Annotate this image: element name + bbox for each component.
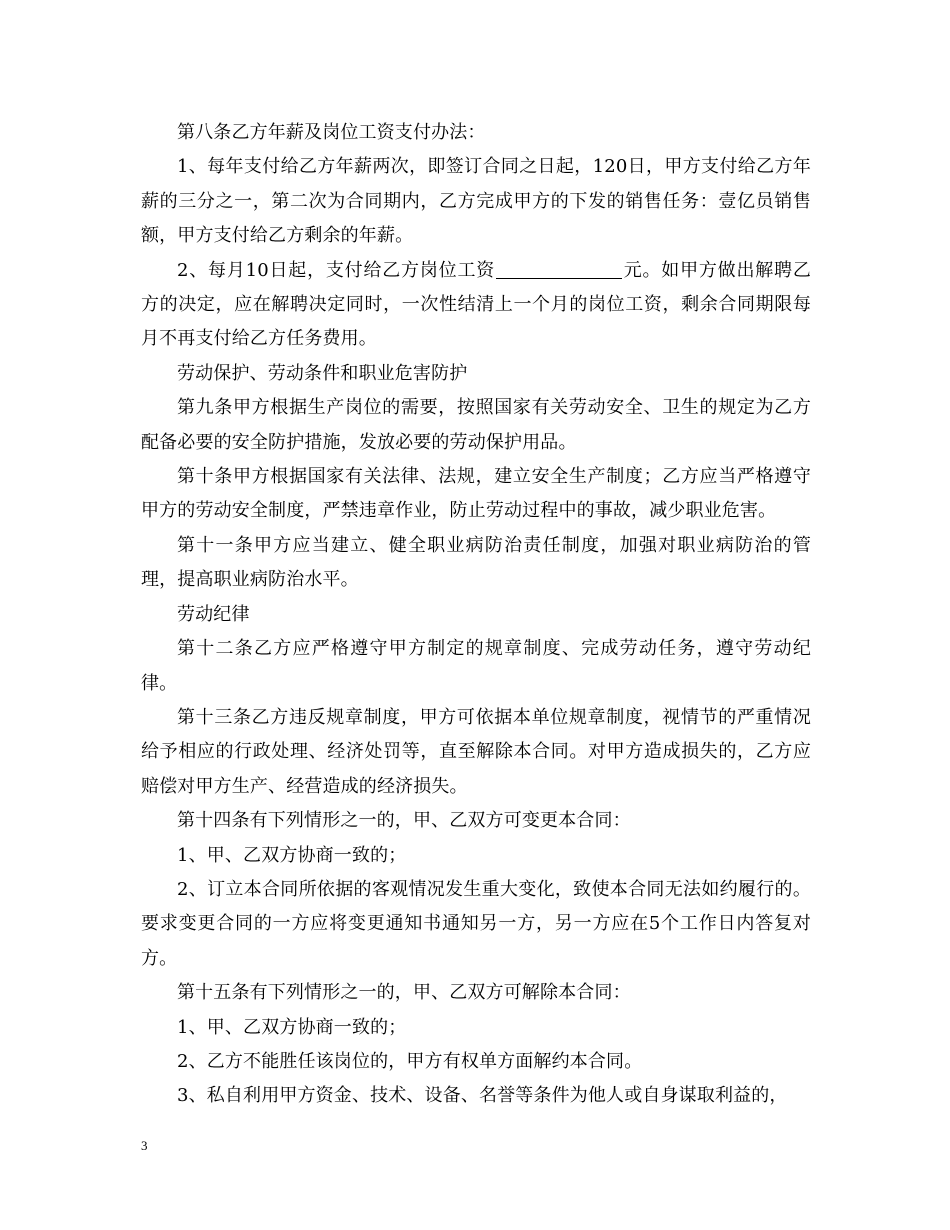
article-15-clause-3: 3、私自利用甲方资金、技术、设备、名誉等条件为他人或自身谋取利益的，: [177, 1085, 788, 1107]
document-body: [141, 116, 811, 1114]
article-13: 第十三条乙方违反规章制度，甲方可依据本单位规章制度，视情节的严重情况给予相应的行政处理、经济处罚等，直至解除本合同。对甲方造成损失的，乙方应赔偿对甲方生产、经营造成的经济损失。: [141, 706, 811, 797]
article-11: 第十一条甲方应当建立、健全职业病防治责任制度，加强对职业病防治的管理，提高职业病防治水平。: [141, 534, 811, 591]
article-8-clause-2: [141, 254, 811, 357]
page-number: 3: [141, 1138, 148, 1153]
article-15-clause-1: 1、甲、乙双方协商一致的；: [177, 1016, 407, 1038]
article-9: 第九条甲方根据生产岗位的需要，按照国家有关劳动安全、卫生的规定为乙方配备必要的安全防护措施，发放必要的劳动保护用品。: [141, 397, 811, 453]
article-15-clause-2: 2、乙方不能胜任该岗位的，甲方有权单方面解约本合同。: [177, 1050, 643, 1072]
salary-text-before-blank: 2、每月10日起，支付给乙方岗位工资: [177, 259, 496, 281]
salary-text-after-blank: 元。如甲方做出解聘乙方的决定，应在解聘决定同时，一次性结清上一个月的岗位工资，剩余合同期限每月不再支付给乙方任务费用。: [141, 259, 812, 350]
article-12: 第十二条乙方应严格遵守甲方制定的规章制度、完成劳动任务，遵守劳动纪律。: [141, 638, 811, 694]
article-8-clause-1: 1、每年支付给乙方年薪两次，即签订合同之日起，120日，甲方支付给乙方年薪的三分之一，第二次为合同期内，乙方完成甲方的下发的销售任务：壹亿员销售额，甲方支付给乙方剩余的年薪。: [141, 156, 811, 247]
article-14: 第十四条有下列情形之一的，甲、乙双方可变更本合同：: [177, 810, 631, 832]
article-14-clause-2: 2、订立本合同所依据的客观情况发生重大变化，致使本合同无法如约履行的。要求变更合同的一方应将变更通知书通知另一方，另一方应在5个工作日内答复对方。: [141, 878, 811, 969]
article-14-clause-1: 1、甲、乙双方协商一致的；: [177, 844, 407, 866]
section-heading-labor-discipline: 劳动纪律: [177, 603, 250, 625]
article-15: 第十五条有下列情形之一的，甲、乙双方可解除本合同：: [177, 982, 631, 1004]
article-10: 第十条甲方根据国家有关法律、法规，建立安全生产制度；乙方应当严格遵守甲方的劳动安全制度，严禁违章作业，防止劳动过程中的事故，减少职业危害。: [141, 466, 811, 522]
article-8-heading: 第八条乙方年薪及岗位工资支付办法：: [177, 122, 486, 143]
section-heading-labor-protection: 劳动保护、劳动条件和职业危害防护: [177, 362, 468, 384]
salary-amount-blank: [496, 260, 622, 279]
